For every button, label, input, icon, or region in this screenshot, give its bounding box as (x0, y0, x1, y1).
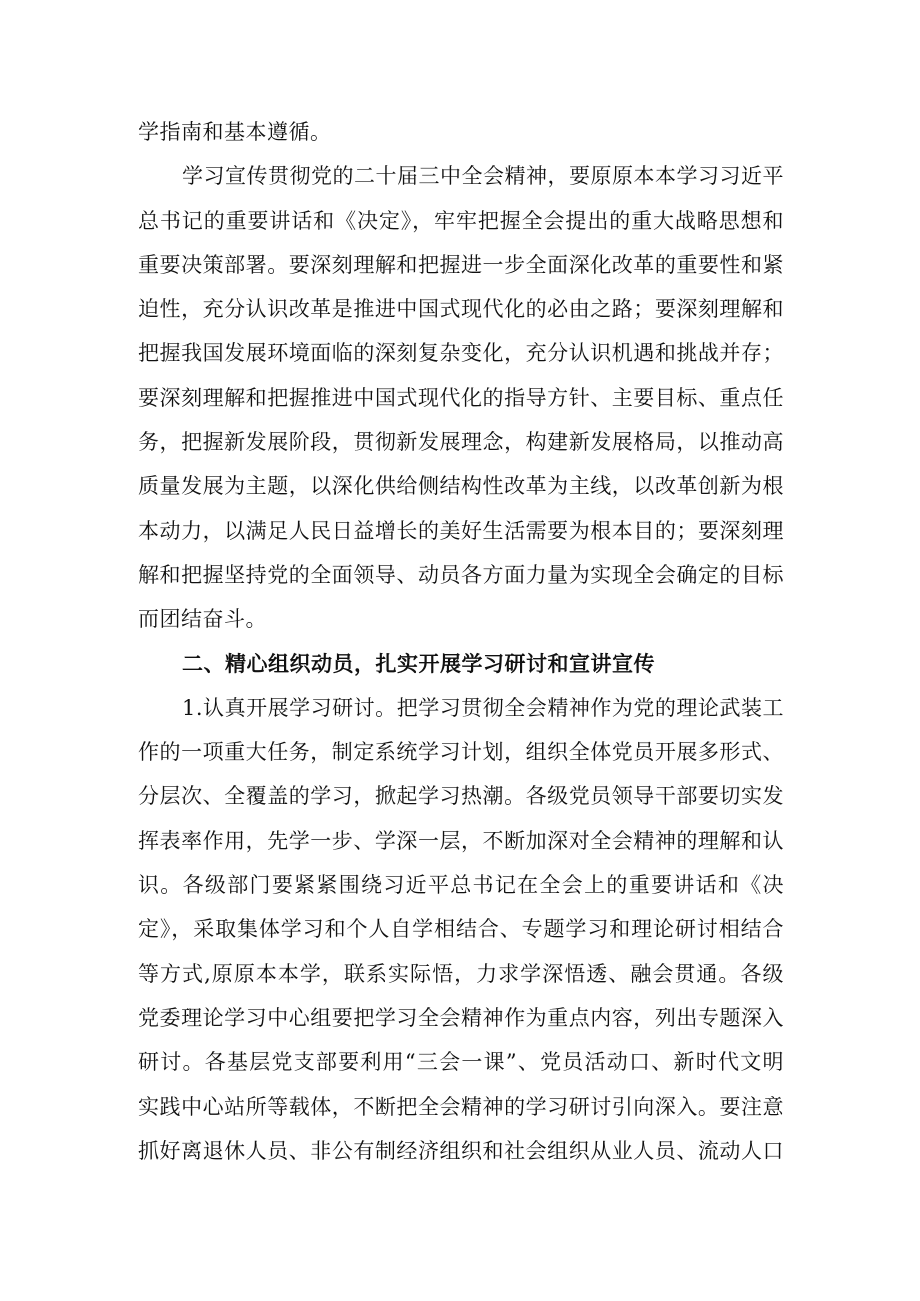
paragraph-line: 研讨。各基层党支部要利用“三会一课”、党员活动口、新时代文明 (138, 1050, 784, 1075)
paragraph-line: 抓好离退休人员、非公有制经济组织和社会组织从业人员、流动人口 (138, 1138, 784, 1163)
paragraph-line: 而团结奋斗。 (138, 607, 267, 632)
paragraph-line: 等方式,原原本本学，联系实际悟，力求学深悟透、融会贯通。各级 (138, 961, 784, 986)
paragraph-line: 学指南和基本遵循。 (138, 120, 332, 144)
paragraph-line: 识。各级部门要紧紧围绕习近平总书记在全会上的重要讲话和《决 (138, 873, 784, 898)
paragraph-line: 把握我国发展环境面临的深刻复杂变化，充分认识机遇和挑战并存； (138, 341, 784, 366)
paragraph-line: 总书记的重要讲话和《决定》，牢牢把握全会提出的重大战略思想和 (138, 208, 784, 233)
paragraph-line: 定》，采取集体学习和个人自学相结合、专题学习和理论研讨相结合 (138, 917, 784, 942)
paragraph-line: 要深刻理解和把握推进中国式现代化的指导方针、主要目标、重点任 (138, 385, 784, 410)
paragraph-line: 务，把握新发展阶段，贯彻新发展理念，构建新发展格局，以推动高 (138, 430, 784, 455)
paragraph-line: 本动力，以满足人民日益增长的美好生活需要为根本目的；要深刻理 (138, 518, 784, 543)
paragraph-line: 迫性，充分认识改革是推进中国式现代化的必由之路；要深刻理解和 (138, 297, 784, 322)
paragraph-line: 党委理论学习中心组要把学习全会精神作为重点内容，列出专题深入 (138, 1005, 784, 1030)
paragraph-line: 解和把握坚持党的全面领导、动员各方面力量为实现全会确定的目标 (138, 562, 784, 587)
paragraph-line: 学习宣传贯彻党的二十届三中全会精神，要原原本本学习习近平 (182, 164, 784, 189)
document-page (138, 110, 784, 1173)
paragraph-line: 挥表率作用，先学一步、学深一层，不断加深对全会精神的理解和认 (138, 828, 784, 853)
section-heading: 二、精心组织动员，扎实开展学习研讨和宣讲宣传 (182, 651, 655, 676)
paragraph-line: 质量发展为主题，以深化供给侧结构性改革为主线，以改革创新为根 (138, 474, 784, 499)
paragraph-line: 实践中心站所等载体，不断把全会精神的学习研讨引向深入。要注意 (138, 1094, 784, 1119)
paragraph-line: 重要决策部署。要深刻理解和把握进一步全面深化改革的重要性和紧 (138, 252, 784, 277)
paragraph-line: 1.认真开展学习研讨。把学习贯彻全会精神作为党的理论武装工 (182, 695, 784, 720)
paragraph-line: 分层次、全覆盖的学习，掀起学习热潮。各级党员领导干部要切实发 (138, 784, 784, 809)
paragraph-line: 作的一项重大任务，制定系统学习计划，组织全体党员开展多形式、 (138, 740, 784, 765)
